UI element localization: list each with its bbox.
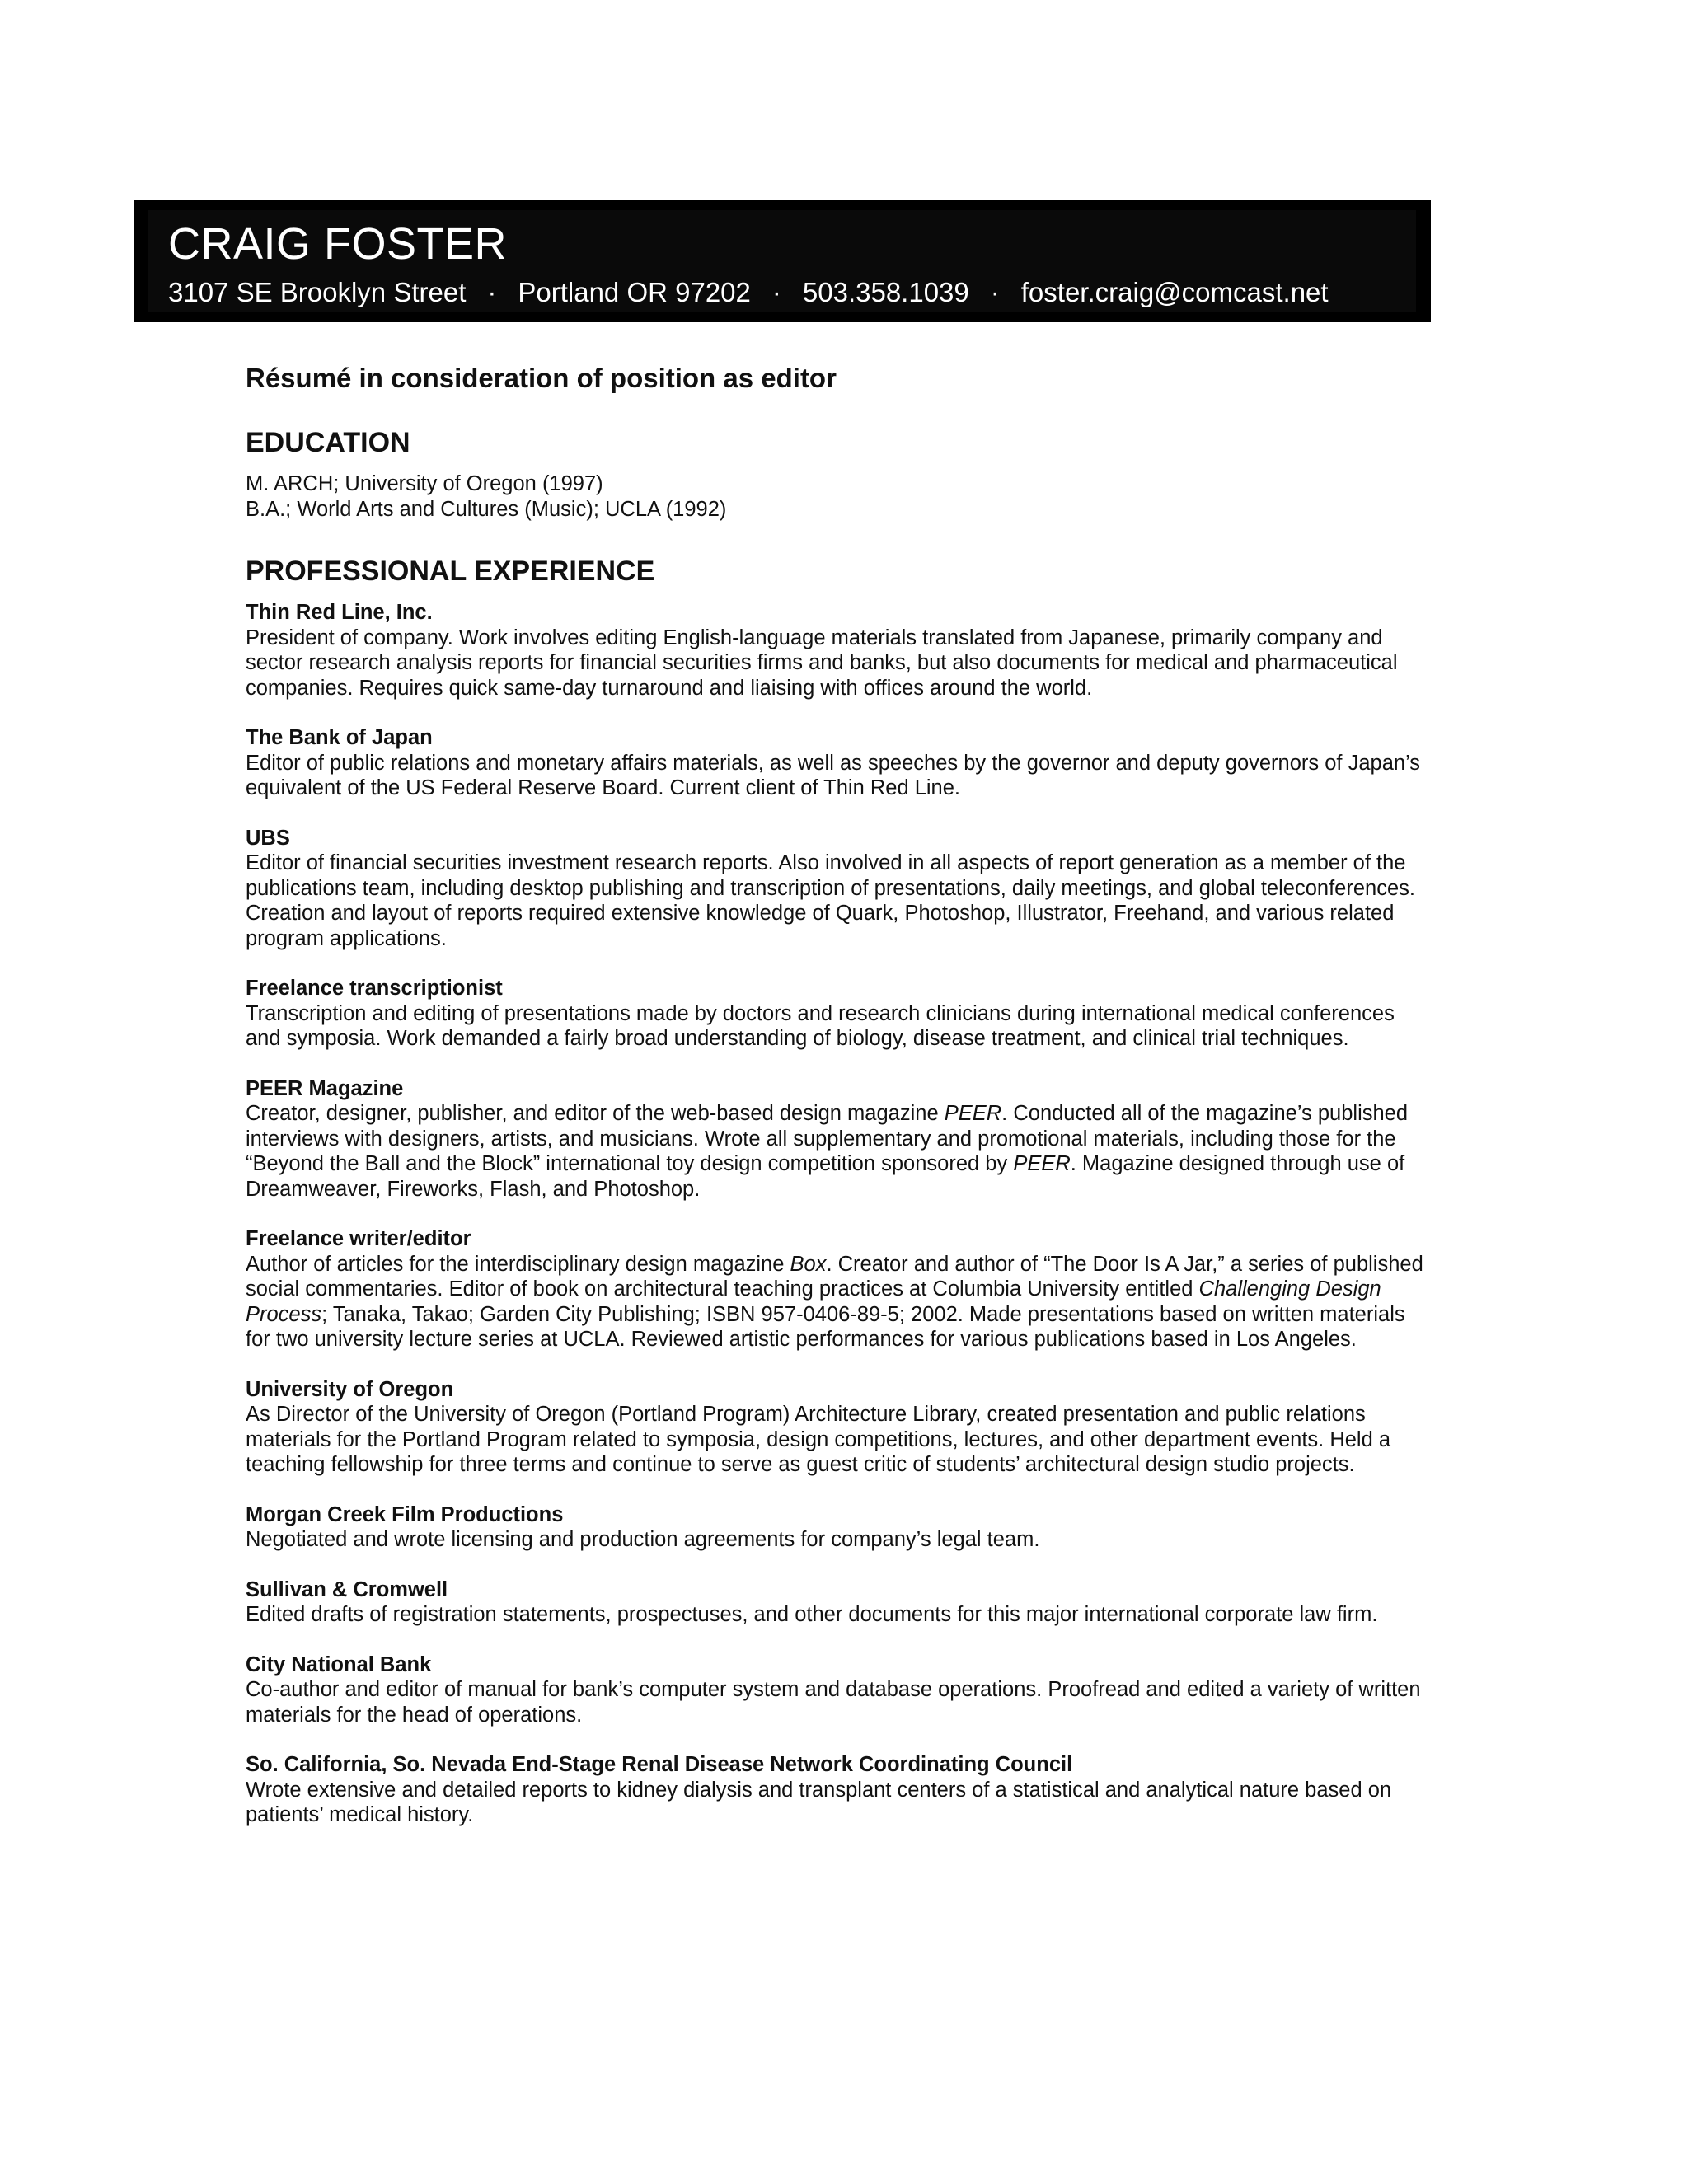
contact-phone: 503.358.1039 — [802, 277, 969, 307]
desc-text: Author of articles for the interdisciplinary design magazine — [246, 1252, 790, 1276]
job-description: Negotiated and wrote licensing and production agreements for company’s legal team. — [246, 1528, 1040, 1551]
job-entry — [246, 976, 1432, 1052]
experience-heading: PROFESSIONAL EXPERIENCE — [246, 555, 655, 587]
magazine-title: Box — [790, 1252, 827, 1276]
job-description: Transcription and editing of presentations made by doctors and research clinicians during international medical conferences and symposia. Work demanded a fairly broad understanding of biology, disease treatment, and clinical trial techniques. — [246, 1001, 1395, 1050]
job-entry — [246, 1076, 1432, 1202]
education-item: M. ARCH; University of Oregon (1997) — [246, 472, 603, 495]
experience-list — [246, 600, 1432, 1828]
job-entry — [246, 1577, 1432, 1628]
job-title: UBS — [246, 826, 290, 850]
job-entry — [246, 725, 1432, 801]
job-entry — [246, 1752, 1432, 1828]
job-entry — [246, 1502, 1432, 1553]
header-inner — [148, 210, 1416, 312]
magazine-title: PEER — [944, 1102, 1002, 1125]
job-entry — [246, 826, 1432, 952]
magazine-title: PEER — [1013, 1152, 1071, 1175]
job-title: Sullivan & Cromwell — [246, 1577, 448, 1601]
applicant-name: CRAIG FOSTER — [168, 219, 508, 269]
job-description: President of company. Work involves editing English-language materials translated from Japanese, primarily company and sector research analysis reports for financial securities firms and banks, but also documents for medical and pharmaceutical companies. Requires quick same-day turnaround and liaising with offices around the world. — [246, 626, 1398, 700]
education-heading: EDUCATION — [246, 427, 410, 458]
desc-text: Creator, designer, publisher, and editor of the web-based design magazine — [246, 1102, 945, 1125]
desc-text: . Magazine designed through use of Dreamweaver, Fireworks, Flash, and Photoshop. — [246, 1152, 1405, 1201]
job-entry — [246, 1652, 1432, 1728]
contact-address: 3107 SE Brooklyn Street — [168, 277, 467, 307]
contact-line — [168, 276, 1329, 309]
job-title: University of Oregon — [246, 1377, 454, 1401]
contact-separator: · — [771, 277, 781, 307]
job-description — [246, 1252, 1432, 1352]
job-description: Wrote extensive and detailed reports to kidney dialysis and transplant centers of a statistical and analytical nature based on patients’ medical history. — [246, 1778, 1392, 1826]
desc-text: . Creator and author of “The Door Is A Jar,” a series of published social commentaries. Editor of book on architectural teaching practices at Columbia University entitled — [246, 1252, 1423, 1301]
job-description: As Director of the University of Oregon (Portland Program) Architecture Library, created presentation and public relations materials for the Portland Program related to symposia, design competitions, lectures, and other department events. Held a teaching fellowship for three terms and continue to serve as guest critic of students’ architectural design studio projects. — [246, 1403, 1391, 1476]
job-title: So. California, So. Nevada End-Stage Renal Disease Network Coordinating Council — [246, 1753, 1073, 1776]
resume-subject: Résumé in consideration of position as editor — [246, 363, 837, 393]
job-title: Freelance writer/editor — [246, 1227, 471, 1250]
job-entry — [246, 1226, 1432, 1352]
contact-city: Portland OR 97202 — [518, 277, 751, 307]
job-description: Edited drafts of registration statements, prospectuses, and other documents for this major international corporate law firm. — [246, 1603, 1378, 1626]
job-title: The Bank of Japan — [246, 726, 433, 749]
job-title: Thin Red Line, Inc. — [246, 601, 433, 624]
job-title: Freelance transcriptionist — [246, 977, 503, 1000]
education-list — [246, 471, 1432, 523]
desc-text: ; Tanaka, Takao; Garden City Publishing; ISBN 957-0406-89-5; 2002. Made presentations based on written materials for two university lecture series at UCLA. Reviewed artistic performances for various publications based in Los Angeles. — [246, 1302, 1405, 1351]
contact-separator: · — [487, 277, 497, 307]
job-description: Editor of public relations and monetary affairs materials, as well as speeches by the governor and deputy governors of Japan’s equivalent of the US Federal Reserve Board. Current client of Thin Red Line. — [246, 751, 1421, 799]
job-description: Co-author and editor of manual for bank’s computer system and database operations. Proofread and edited a variety of written materials for the head of operations. — [246, 1678, 1421, 1727]
job-description — [246, 1101, 1432, 1202]
education-item: B.A.; World Arts and Cultures (Music); UCLA (1992) — [246, 498, 727, 521]
contact-separator: · — [990, 277, 1000, 307]
job-title: Morgan Creek Film Productions — [246, 1502, 564, 1526]
job-entry — [246, 600, 1432, 701]
book-title: Challenging Design Process — [246, 1277, 1381, 1326]
job-description: Editor of financial securities investment research reports. Also involved in all aspects of report generation as a member of the publications team, including desktop publishing and transcription of presentations, daily meetings, and global teleconferences. Creation and layout of reports required extensive knowledge of Quark, Photoshop, Illustrator, Freehand, and various related program applications. — [246, 851, 1415, 950]
job-title: PEER Magazine — [246, 1076, 404, 1100]
contact-email: foster.craig@comcast.net — [1020, 277, 1329, 307]
job-title: City National Bank — [246, 1652, 432, 1676]
header-band — [134, 200, 1431, 322]
job-entry — [246, 1377, 1432, 1478]
desc-text: . Conducted all of the magazine’s published interviews with designers, artists, and musicians. Wrote all supplementary and promotional materials, including those for the “Beyond the Ball and the Block” international toy design competition sponsored by — [246, 1102, 1409, 1175]
resume-body — [246, 358, 1432, 1853]
